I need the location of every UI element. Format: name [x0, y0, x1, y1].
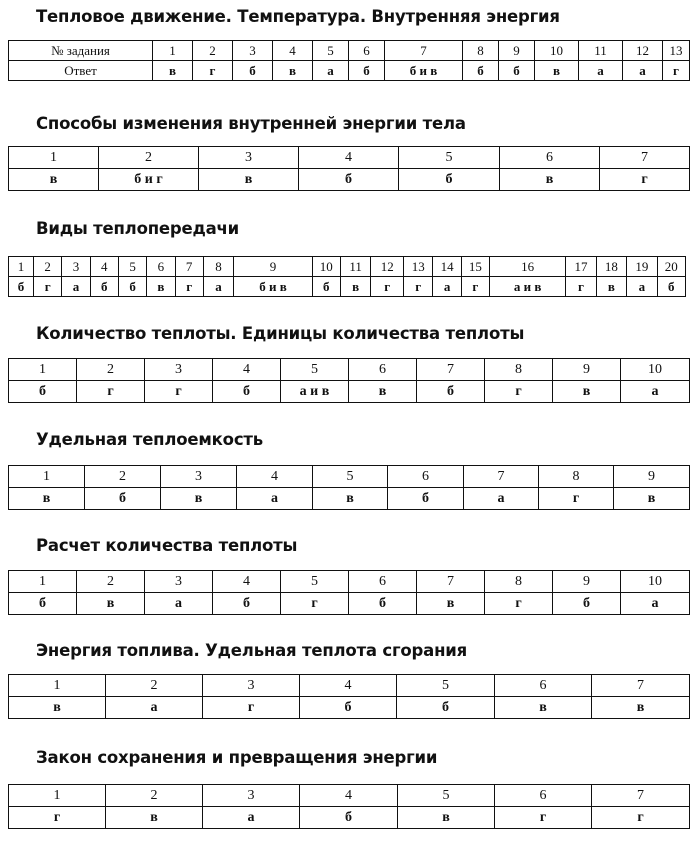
task-number: 5 — [313, 466, 388, 488]
answer-cell: в — [9, 169, 99, 191]
section-title: Закон сохранения и превращения энергии — [36, 748, 438, 767]
answer-cell: в — [398, 807, 495, 829]
task-number: 7 — [417, 359, 485, 381]
task-number: 2 — [77, 571, 145, 593]
task-number: 5 — [281, 571, 349, 593]
answer-cell: б — [213, 593, 281, 615]
answer-cell: а — [62, 277, 90, 297]
answer-row — [9, 169, 690, 191]
answer-cell: г — [281, 593, 349, 615]
answer-cell: б и в — [385, 61, 463, 81]
task-number: 17 — [566, 257, 596, 277]
answer-cell: а — [621, 593, 690, 615]
answer-cell: в — [199, 169, 299, 191]
answer-cell: а — [106, 697, 203, 719]
task-number: 5 — [397, 675, 495, 697]
answer-cell: в — [535, 61, 579, 81]
task-number: 11 — [579, 41, 623, 61]
answer-cell: г — [663, 61, 690, 81]
section-title: Тепловое движение. Температура. Внутренняя энергия — [36, 7, 560, 26]
task-number: 4 — [213, 359, 281, 381]
task-number: 9 — [499, 41, 535, 61]
task-number: 9 — [553, 571, 621, 593]
answer-row — [9, 807, 690, 829]
answer-cell: б — [9, 593, 77, 615]
answer-table — [8, 465, 690, 510]
answer-cell: в — [592, 697, 690, 719]
task-number: 4 — [300, 785, 398, 807]
answer-cell: в — [161, 488, 237, 510]
answer-cell: в — [349, 381, 417, 403]
task-number: 11 — [340, 257, 370, 277]
task-number: 4 — [237, 466, 313, 488]
task-number: 19 — [627, 257, 657, 277]
answer-table — [8, 40, 690, 81]
answer-row — [9, 488, 690, 510]
answer-row — [9, 381, 690, 403]
answer-cell: г — [203, 697, 300, 719]
answer-cell: г — [495, 807, 592, 829]
task-number: 18 — [596, 257, 626, 277]
task-number: 12 — [371, 257, 404, 277]
task-number-row — [9, 257, 686, 277]
task-number: 1 — [9, 359, 77, 381]
section-title: Энергия топлива. Удельная теплота сгорания — [36, 641, 468, 660]
task-number: 2 — [85, 466, 161, 488]
answer-cell: г — [485, 381, 553, 403]
task-number-row — [9, 466, 690, 488]
answer-cell: г — [34, 277, 62, 297]
answer-cell: б — [463, 61, 499, 81]
answer-cell: г — [371, 277, 404, 297]
answer-cell: б — [233, 61, 273, 81]
task-number: 5 — [313, 41, 349, 61]
answer-cell: в — [153, 61, 193, 81]
task-number: 8 — [485, 359, 553, 381]
answer-cell: в — [417, 593, 485, 615]
answer-cell: а — [627, 277, 657, 297]
task-number: 4 — [90, 257, 118, 277]
answer-cell: в — [614, 488, 690, 510]
answer-cell: а — [621, 381, 690, 403]
answer-table — [8, 674, 690, 719]
answer-cell: г — [539, 488, 614, 510]
task-number: 6 — [349, 571, 417, 593]
answer-cell: а — [313, 61, 349, 81]
task-number: 7 — [385, 41, 463, 61]
task-number: 1 — [9, 571, 77, 593]
task-number: 4 — [273, 41, 313, 61]
task-number-row — [9, 359, 690, 381]
answer-cell: а — [145, 593, 213, 615]
answer-cell: в — [313, 488, 388, 510]
answer-cell: а — [579, 61, 623, 81]
answer-cell: г — [461, 277, 489, 297]
task-number: 3 — [145, 359, 213, 381]
answer-cell: б — [388, 488, 464, 510]
task-number: 13 — [404, 257, 433, 277]
task-number-row — [9, 785, 690, 807]
task-number: 2 — [77, 359, 145, 381]
task-number: 9 — [553, 359, 621, 381]
answer-cell: г — [600, 169, 690, 191]
task-number: 7 — [592, 785, 690, 807]
task-number: 5 — [399, 147, 500, 169]
task-number: 3 — [161, 466, 237, 488]
task-number: 2 — [106, 785, 203, 807]
task-number: 7 — [175, 257, 203, 277]
task-number: 3 — [199, 147, 299, 169]
task-number: 6 — [349, 359, 417, 381]
task-number: 8 — [463, 41, 499, 61]
task-number: 4 — [213, 571, 281, 593]
answer-cell: а — [203, 807, 300, 829]
task-number: 2 — [193, 41, 233, 61]
task-number: 4 — [299, 147, 399, 169]
answer-cell: б — [300, 807, 398, 829]
answer-cell: б — [312, 277, 340, 297]
answer-cell: б — [417, 381, 485, 403]
section-title: Расчет количества теплоты — [36, 536, 298, 555]
section-title: Удельная теплоемкость — [36, 430, 263, 449]
answer-cell: в — [500, 169, 600, 191]
answer-cell: б — [9, 381, 77, 403]
task-number: 10 — [312, 257, 340, 277]
task-number: 4 — [300, 675, 397, 697]
answer-row — [9, 61, 690, 81]
answer-cell: в — [340, 277, 370, 297]
answer-cell: в — [106, 807, 203, 829]
answer-cell: б — [349, 61, 385, 81]
answer-cell: г — [592, 807, 690, 829]
answer-cell: б — [397, 697, 495, 719]
task-number: 7 — [417, 571, 485, 593]
answer-cell: г — [9, 807, 106, 829]
answer-cell: а — [433, 277, 461, 297]
task-number: 7 — [464, 466, 539, 488]
section-title: Количество теплоты. Единицы количества теплоты — [36, 324, 525, 343]
task-number: 10 — [535, 41, 579, 61]
task-number: 3 — [145, 571, 213, 593]
answer-row — [9, 593, 690, 615]
task-number-row — [9, 147, 690, 169]
task-number: 15 — [461, 257, 489, 277]
answer-table — [8, 146, 690, 191]
answer-cell: б и г — [99, 169, 199, 191]
task-number: 6 — [349, 41, 385, 61]
task-number-row — [9, 571, 690, 593]
task-number: 20 — [657, 257, 685, 277]
task-number: 6 — [388, 466, 464, 488]
answer-cell: г — [404, 277, 433, 297]
answer-cell: б — [85, 488, 161, 510]
task-number: 6 — [495, 785, 592, 807]
answer-cell: в — [9, 488, 85, 510]
task-number: 3 — [203, 785, 300, 807]
task-number: 10 — [621, 571, 690, 593]
answer-cell: б — [349, 593, 417, 615]
answer-cell: б — [553, 593, 621, 615]
answer-cell: в — [495, 697, 592, 719]
answer-table — [8, 256, 686, 297]
answer-cell: б и в — [234, 277, 312, 297]
task-number: 1 — [9, 675, 106, 697]
task-number: 13 — [663, 41, 690, 61]
task-number: 5 — [118, 257, 146, 277]
task-number: 6 — [495, 675, 592, 697]
task-number: 14 — [433, 257, 461, 277]
answer-cell: а — [203, 277, 233, 297]
task-number-label: № задания — [9, 41, 153, 61]
answer-cell: г — [175, 277, 203, 297]
answer-row — [9, 277, 686, 297]
task-number: 2 — [34, 257, 62, 277]
task-number-row — [9, 41, 690, 61]
answer-cell: г — [485, 593, 553, 615]
task-number: 2 — [106, 675, 203, 697]
answer-label: Ответ — [9, 61, 153, 81]
section-title: Способы изменения внутренней энергии тела — [36, 114, 466, 133]
section-title: Виды теплопередачи — [36, 219, 240, 238]
task-number: 1 — [153, 41, 193, 61]
task-number: 3 — [62, 257, 90, 277]
answer-cell: б — [90, 277, 118, 297]
task-number: 6 — [500, 147, 600, 169]
task-number: 6 — [147, 257, 175, 277]
task-number: 3 — [233, 41, 273, 61]
task-number: 5 — [398, 785, 495, 807]
task-number: 1 — [9, 785, 106, 807]
answer-cell: в — [596, 277, 626, 297]
answer-cell: г — [145, 381, 213, 403]
answer-cell: б — [499, 61, 535, 81]
task-number: 1 — [9, 257, 34, 277]
task-number: 1 — [9, 147, 99, 169]
answer-cell: б — [299, 169, 399, 191]
task-number: 12 — [623, 41, 663, 61]
answer-row — [9, 697, 690, 719]
answer-cell: в — [77, 593, 145, 615]
answer-cell: в — [9, 697, 106, 719]
task-number: 7 — [600, 147, 690, 169]
answer-cell: а — [464, 488, 539, 510]
answer-cell: в — [553, 381, 621, 403]
answer-table — [8, 784, 690, 829]
answer-cell: б — [213, 381, 281, 403]
answer-cell: г — [566, 277, 596, 297]
task-number: 3 — [203, 675, 300, 697]
answer-cell: в — [273, 61, 313, 81]
task-number-row — [9, 675, 690, 697]
answer-table — [8, 570, 690, 615]
answer-table — [8, 358, 690, 403]
answer-cell: б — [300, 697, 397, 719]
task-number: 5 — [281, 359, 349, 381]
answer-cell: г — [77, 381, 145, 403]
task-number: 9 — [614, 466, 690, 488]
answer-cell: а и в — [281, 381, 349, 403]
task-number: 1 — [9, 466, 85, 488]
task-number: 2 — [99, 147, 199, 169]
answer-cell: г — [193, 61, 233, 81]
answer-cell: а — [237, 488, 313, 510]
answer-cell: б — [657, 277, 685, 297]
answer-cell: в — [147, 277, 175, 297]
task-number: 7 — [592, 675, 690, 697]
answer-cell: б — [399, 169, 500, 191]
answer-cell: б — [9, 277, 34, 297]
answer-cell: б — [118, 277, 146, 297]
answer-cell: а и в — [490, 277, 566, 297]
task-number: 8 — [539, 466, 614, 488]
task-number: 9 — [234, 257, 312, 277]
task-number: 8 — [485, 571, 553, 593]
task-number: 8 — [203, 257, 233, 277]
task-number: 16 — [490, 257, 566, 277]
answer-cell: а — [623, 61, 663, 81]
task-number: 10 — [621, 359, 690, 381]
